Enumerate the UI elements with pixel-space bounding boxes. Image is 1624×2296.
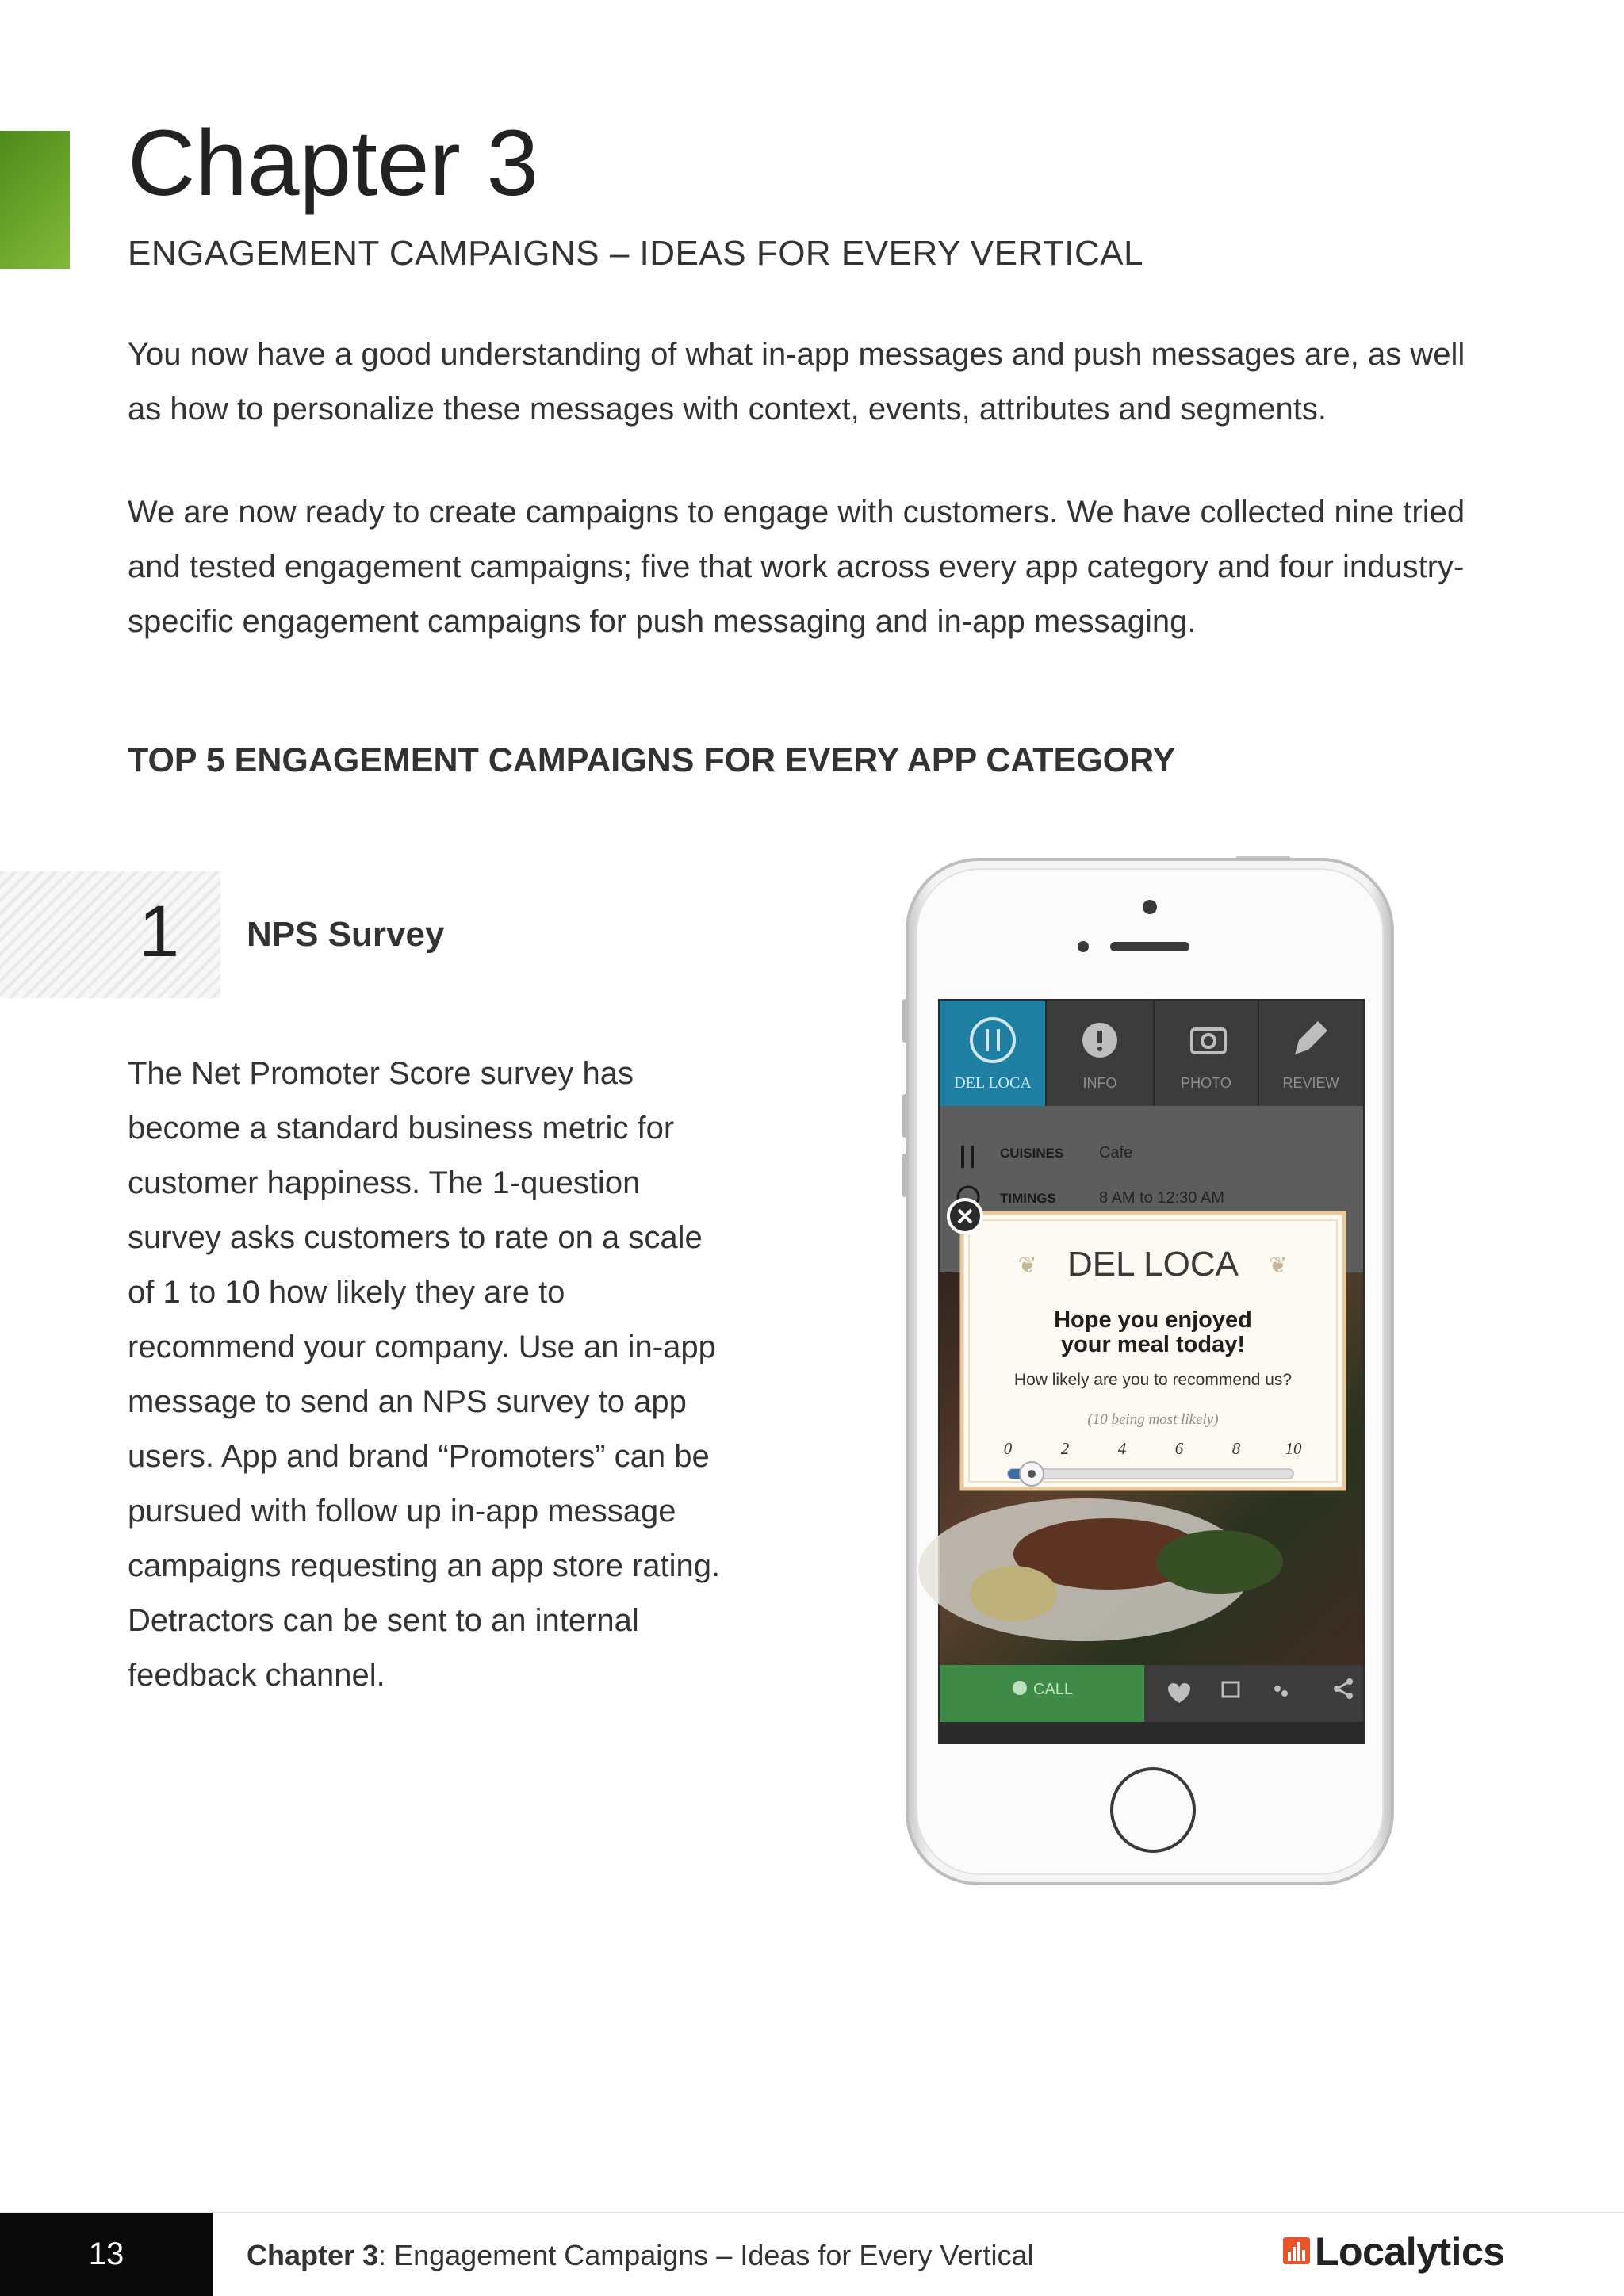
phone-camera (1143, 900, 1157, 914)
scale-tick: 0 (1003, 1439, 1013, 1458)
ornament-right: ❦ (1269, 1253, 1288, 1277)
info-label-timings: TIMINGS (1000, 1191, 1056, 1206)
item-number-tile (0, 871, 220, 998)
popup-scale-note: (10 being most likely) (1087, 1411, 1219, 1428)
tab-label: INFO (1082, 1075, 1117, 1091)
intro-paragraph-1: You now have a good understanding of what in-app messages and push messages are, as well as how to personalize these messages with context, events, attributes and segments. (128, 337, 1465, 427)
ornament-left: ❦ (1018, 1253, 1037, 1277)
popup-headline-2: your meal today! (1060, 1332, 1246, 1357)
footer-chapter-title: : Engagement Campaigns – Ideas for Every Vertical (378, 2239, 1034, 2271)
logo-mark-icon (1283, 2236, 1310, 2267)
popup-headline-1: Hope you enjoyed (1054, 1307, 1252, 1333)
footer-chapter-label: Chapter 3 (247, 2239, 379, 2271)
tab-label: PHOTO (1181, 1075, 1231, 1091)
scale-tick: 10 (1285, 1439, 1302, 1458)
call-label: CALL (1033, 1681, 1074, 1698)
scale-tick: 8 (1231, 1439, 1241, 1458)
footer-chapter (247, 2239, 1033, 2272)
phone-icon (1013, 1681, 1027, 1695)
popup-brand: DEL LOCA (1067, 1245, 1239, 1284)
phone-mockup (902, 856, 1397, 1887)
tab-label: REVIEW (1282, 1075, 1339, 1091)
popup-question: How likely are you to recommend us? (1013, 1371, 1293, 1389)
info-value-cuisines: Cafe (1099, 1144, 1133, 1161)
chapter-subtitle: ENGAGEMENT CAMPAIGNS – IDEAS FOR EVERY VERTICAL (128, 234, 1144, 273)
footsteps-icon (1274, 1686, 1281, 1692)
chapter-title: Chapter 3 (128, 111, 539, 216)
item-description: The Net Promoter Score survey has become a standard business metric for customer happiness. The 1-question survey asks customers to rate on a scale of 1 to 10 how likely they are to recommend your company. Use an in-app message to send an NPS survey to app users. App and brand “Promoters” can be pursued with follow up in-app message campaigns requesting an app store rating. Detractors can be sent to an internal feedback channel. (128, 1056, 721, 1693)
scale-tick: 4 (1117, 1439, 1127, 1458)
scale-tick: 2 (1060, 1439, 1070, 1458)
info-value-timings: 8 AM to 12:30 AM (1099, 1189, 1224, 1207)
page-number: 13 (0, 2213, 213, 2296)
nps-slider-track (1008, 1469, 1293, 1479)
section-heading: TOP 5 ENGAGEMENT CAMPAIGNS FOR EVERY APP CATEGORY (128, 741, 1176, 779)
phone-speaker (1110, 942, 1189, 951)
info-label-cuisines: CUISINES (1000, 1146, 1064, 1161)
localytics-logo (1283, 2228, 1505, 2275)
scale-tick: 6 (1174, 1439, 1184, 1458)
footer-rule (0, 2212, 1624, 2213)
logo-text: Localytics (1315, 2229, 1505, 2274)
tab-label: DEL LOCA (954, 1074, 1032, 1092)
intro-paragraph-2: We are now ready to create campaigns to engage with customers. We have collected nine tried and tested engagement campaigns; five that work across every app category and four industry-specific engagement campaigns for push messaging and in-app messaging. (128, 495, 1465, 639)
item-title: NPS Survey (247, 915, 445, 954)
chapter-accent-bar (0, 131, 70, 269)
item-number: 1 (139, 891, 180, 972)
